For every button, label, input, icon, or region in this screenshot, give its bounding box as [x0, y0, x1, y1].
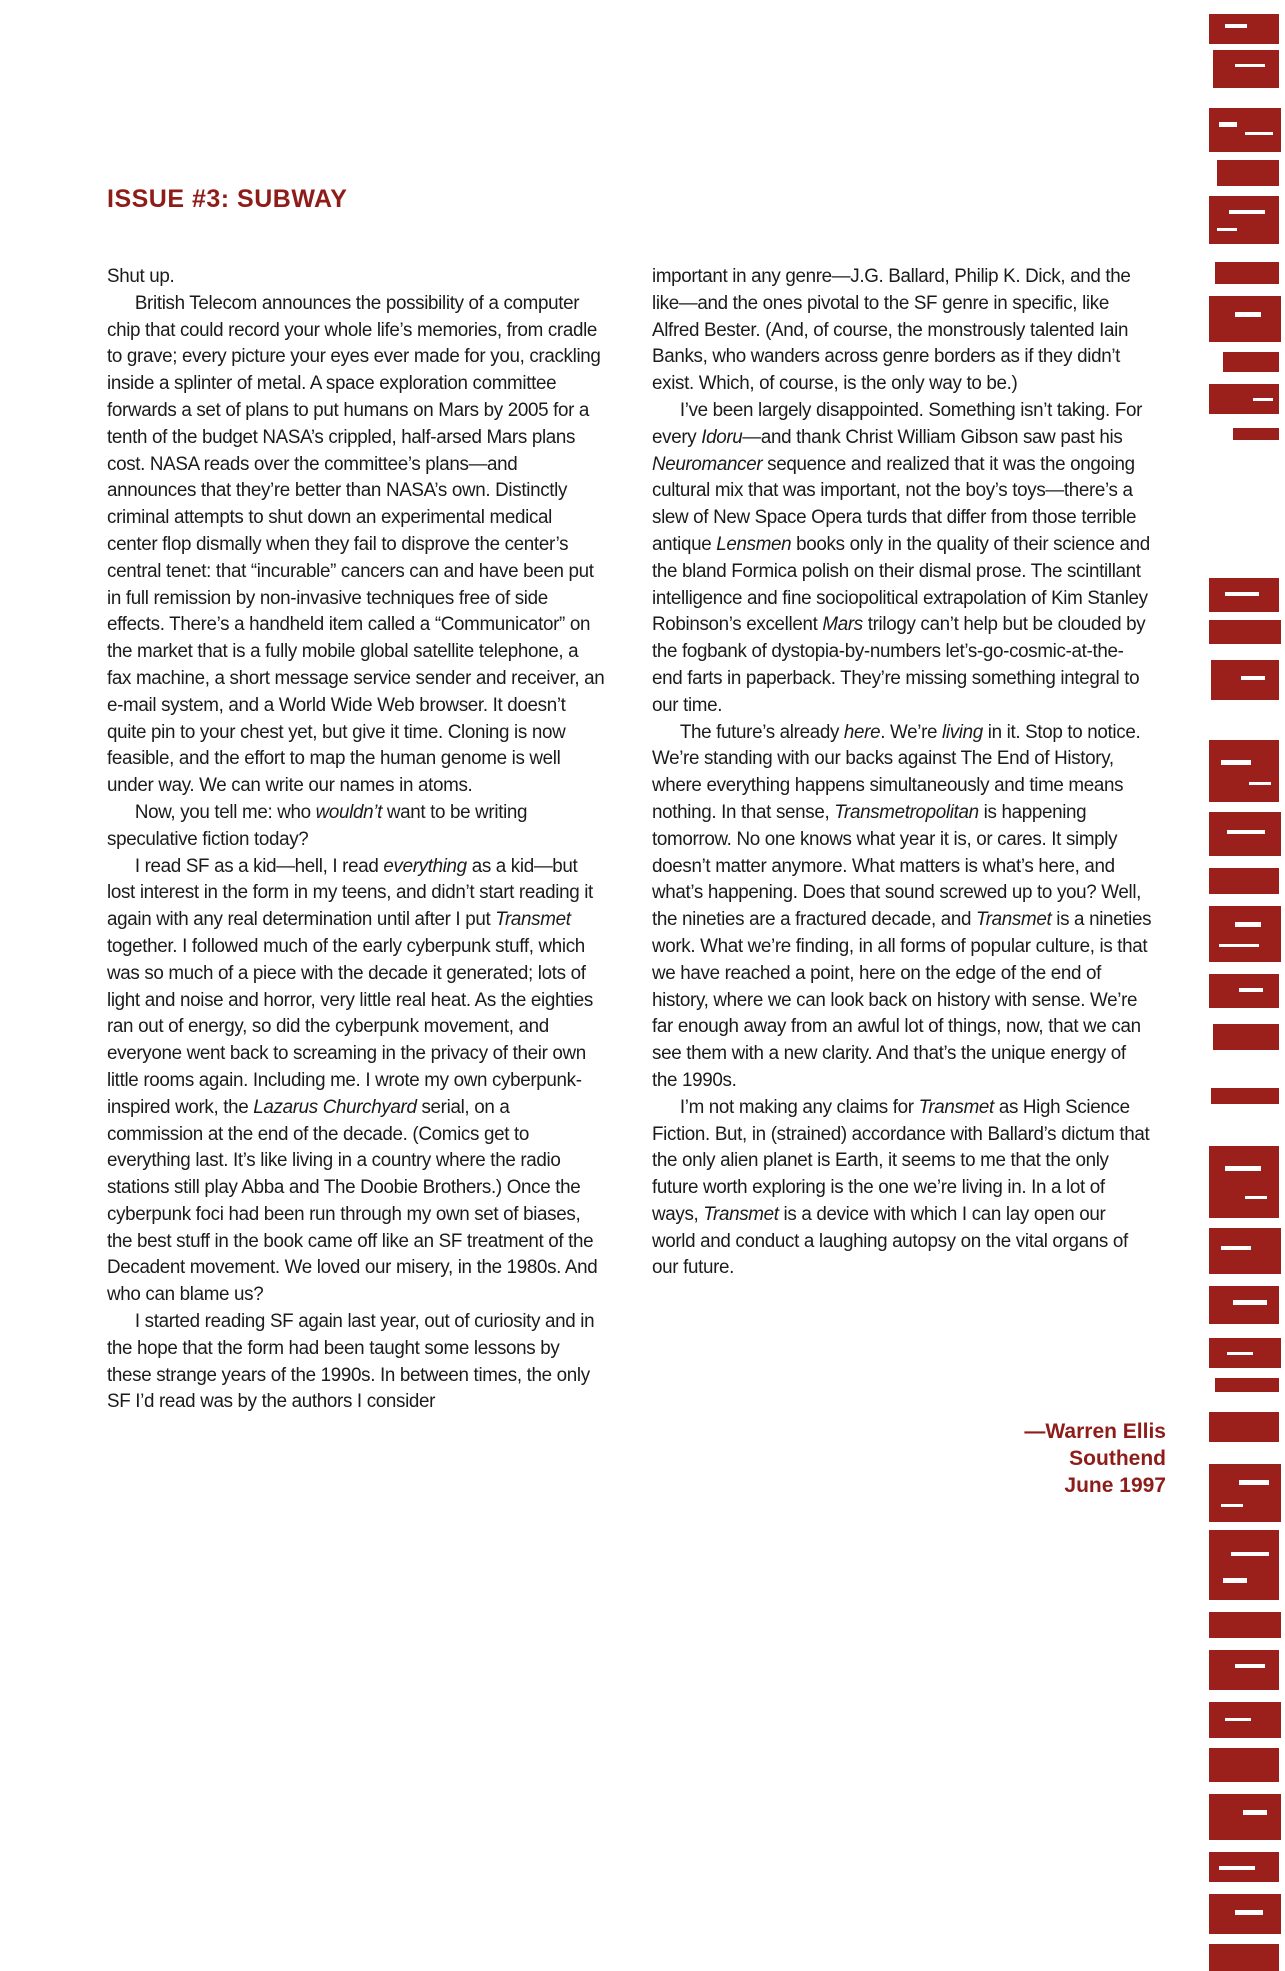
right-column [652, 263, 1151, 1281]
text-run: I’m not making any claims for [679, 1095, 919, 1118]
author-signature [1024, 1418, 1166, 1499]
text-run: as a kid—but lost interest in the form in my teens, and didn’t start reading it again with any real determination until after I put [107, 854, 593, 931]
italic-text: Transmet [495, 908, 571, 931]
text-run: British Telecom announces the possibility of a computer chip that could record your whole life’s memories, from cradle to grave; every picture your eyes ever made for you, crackling inside a splinter of metal. A space exploration committee forwards a set of plans to put humans on Mars by 2005 for a tenth of the budget NASA’s crippled, half-arsed Mars plans cost. NASA reads over the committee’s plans—and announces that they’re better than NASA’s own. Distinctly criminal attempts to shut down an experimental medical center flop dismally when they fail to disprove the center’s central tenet: that “incurable” cancers can and have been put in full remission by non-invasive techniques free of side effects. There’s a handheld item called a “Communicator” on the market that is a fully mobile global satellite telephone, a fax machine, a short message service sender and receiver, an e-mail system, and a World Wide Web browser. It doesn’t quite pin to your chest yet, but give it time. Cloning is now feasible, and the effort to map the human genome is well under way. We can write our names in atoms. [107, 291, 605, 797]
italic-text: Transmet [918, 1095, 994, 1118]
paragraph [107, 799, 606, 853]
text-run: is a nineties work. What we’re finding, in all forms of popular culture, is that we have reached a point, here on the edge of the end of history, where we can look back on history with sense. We’re far enough away from an awful lot of things, now, that we can see them with a new clarity. And that’s the unique energy of the 1990s. [652, 908, 1152, 1091]
text-run: The future’s already [679, 720, 844, 743]
text-run: I’ve been largely disappointed. Something isn’t taking. For every [652, 398, 1143, 448]
paragraph [652, 1094, 1151, 1282]
paragraph [652, 719, 1151, 1094]
italic-text: Transmetropolitan [834, 800, 979, 823]
text-run: books only in the quality of their science and the bland Formica polish on their dismal prose. The scintillant intelligence and fine sociopolitical extrapolation of Kim Stanley Robinson’s excellent [652, 532, 1150, 636]
paragraph [107, 853, 606, 1309]
italic-text: living [942, 720, 983, 743]
text-run: is a device with which I can lay open our world and conduct a laughing autopsy on the vital organs of our future. [652, 1202, 1128, 1279]
text-run: —and thank Christ William Gibson saw past his [742, 425, 1123, 448]
italic-text: Transmet [976, 908, 1052, 931]
left-column [107, 263, 606, 1415]
italic-text: Neuromancer [652, 452, 763, 475]
italic-text: here [843, 720, 881, 743]
text-run: as High Science Fiction. But, in (strained) accordance with Ballard’s dictum that the only alien planet is Earth, it seems to me that the only future worth exploring is the one we’re living in. In a lot of ways, [652, 1095, 1150, 1225]
text-run: sequence and realized that it was the ongoing cultural mix that was important, not the boy’s toys—there’s a slew of New Space Opera turds that differ from those terrible antique [652, 452, 1137, 555]
text-run: want to be writing speculative fiction today? [107, 800, 528, 850]
paragraph [107, 263, 606, 290]
text-run: I read SF as a kid—hell, I read [134, 854, 384, 877]
italic-text: Lazarus Churchyard [253, 1095, 417, 1118]
text-run: Shut up. [107, 265, 175, 287]
text-run: Now, you tell me: who [134, 800, 316, 823]
text-run: together. I followed much of the early cyberpunk stuff, which was so much of a piece with the decade it generated; lots of light and noise and horror, very little real heat. As the eighties ran out of energy, so did the cyberpunk movement, and everyone went back to screaming in the privacy of their own little rooms again. Including me. I wrote my own cyberpunk-inspired work, the [107, 934, 593, 1118]
text-run: is happening tomorrow. No one knows what year it is, or cares. It simply doesn’t matter anymore. What matters is what’s here, and what’s happening. Does that sound screwed up to you? Well, the nineties are a fractured decade, and [652, 800, 1142, 931]
paragraph [652, 263, 1151, 397]
text-run: . We’re [880, 720, 943, 743]
text-run: trilogy can’t help but be clouded by the fogbank of dystopia-by-numbers let’s-go-cosmic-at-the-end farts in paperback. They’re missing something integral to our time. [652, 613, 1146, 716]
paragraph [652, 397, 1151, 719]
text-run: important in any genre—J.G. Ballard, Philip K. Dick, and the like—and the ones pivotal to the SF genre in specific, like Alfred Bester. (And, of course, the monstrously talented Iain Banks, who wanders across genre borders as if they didn’t exist. Which, of course, is the only way to be.) [652, 265, 1131, 395]
paragraph [107, 1308, 606, 1415]
decorative-red-strip [1205, 0, 1285, 1971]
signature-place: Southend [1069, 1447, 1166, 1470]
italic-text: Lensmen [716, 532, 792, 555]
article-heading: ISSUE #3: SUBWAY [107, 185, 348, 213]
italic-text: Transmet [703, 1202, 779, 1225]
text-run: in it. Stop to notice. We’re standing with our backs against The End of History, where everything happens simultaneously and time means nothing. In that sense, [652, 720, 1141, 823]
italic-text: wouldn’t [315, 800, 382, 823]
italic-text: Idoru [701, 425, 743, 448]
paragraph [107, 290, 606, 799]
signature-author: —Warren Ellis [1024, 1420, 1166, 1443]
signature-date: June 1997 [1064, 1474, 1166, 1497]
text-run: serial, on a commission at the end of the decade. (Comics get to everything last. It’s like living in a country where the radio stations still play Abba and The Doobie Brothers.) Once the cyberpunk foci had been run through my own set of biases, the best stuff in the book came off like an SF treatment of the Decadent movement. We loved our misery, in the 1980s. And who can blame us? [107, 1095, 598, 1306]
italic-text: everything [383, 854, 467, 877]
text-run: I started reading SF again last year, out of curiosity and in the hope that the form had been taught some lessons by these strange years of the 1990s. In between times, the only SF I’d read was by the authors I consider [107, 1310, 595, 1413]
italic-text: Mars [822, 613, 863, 636]
